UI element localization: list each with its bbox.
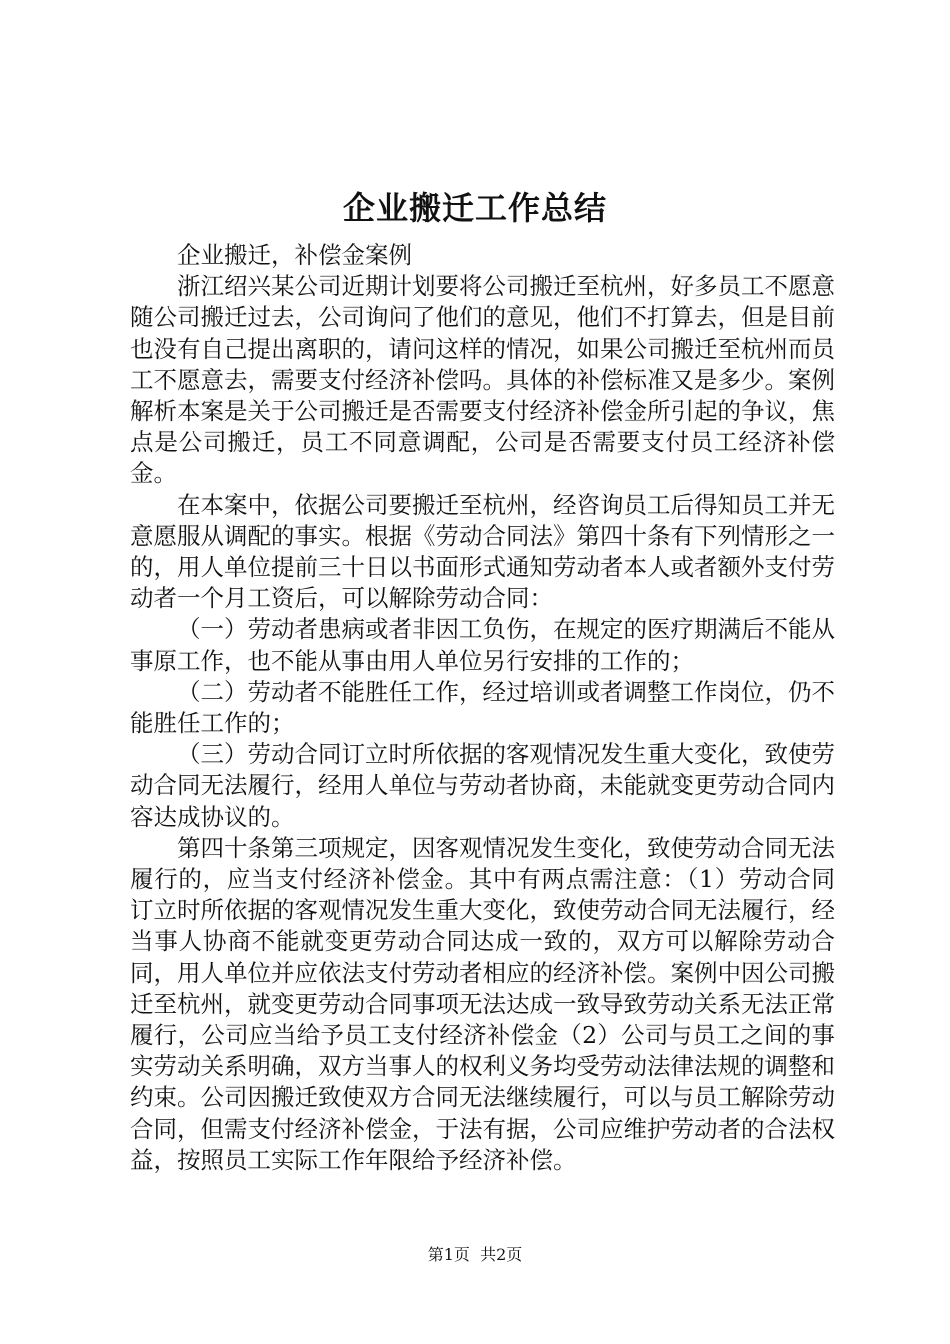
page-footer <box>0 1244 950 1266</box>
paragraph-heading: 企业搬迁，补偿金案例 <box>177 241 412 269</box>
document-title: 企业搬迁工作总结 <box>342 189 607 227</box>
paragraph-item-3: （三）劳动合同订立时所依据的客观情况发生重大变化，致使劳动合同无法履行，经用人单位与劳动者协商，未能就变更劳动合同内容达成协议的。 <box>130 740 835 831</box>
paragraph-item-2: （二）劳动者不能胜任工作，经过培训或者调整工作岗位，仍不能胜任工作的； <box>130 677 835 738</box>
page-number: 第1页 <box>427 1245 470 1264</box>
paragraph-item-1: （一）劳动者患病或者非因工负伤，在规定的医疗期满后不能从事原工作，也不能从事由用人单位另行安排的工作的； <box>130 615 835 675</box>
paragraph-case: 浙江绍兴某公司近期计划要将公司搬迁至杭州，好多员工不愿意随公司搬迁过去，公司询问了他们的意见，他们不打算去，但是目前也没有自己提出离职的，请问这样的情况，如果公司搬迁至杭州而员工不愿意去，需要支付经济补偿吗。具体的补偿标准又是多少。案例解析本案是关于公司搬迁是否需要支付经济补偿金所引起的争议，焦点是公司搬迁，员工不同意调配，公司是否需要支付员工经济补偿金。 <box>130 272 835 488</box>
document-body <box>130 240 835 1176</box>
page-total: 共2页 <box>480 1245 523 1264</box>
paragraph-conclusion: 第四十条第三项规定，因客观情况发生变化，致使劳动合同无法履行的，应当支付经济补偿金。其中有两点需注意：（1）劳动合同订立时所依据的客观情况发生重大变化，致使劳动合同无法履行，经当事人协商不能就变更劳动合同达成一致的，双方可以解除劳动合同，用人单位并应依法支付劳动者相应的经济补偿。案例中因公司搬迁至杭州，就变更劳动合同事项无法达成一致导致劳动关系无法正常履行，公司应当给予员工支付经济补偿金（2）公司与员工之间的事实劳动关系明确，双方当事人的权利义务均受劳动法律法规的调整和约束。公司因搬迁致使双方合同无法继续履行，可以与员工解除劳动合同，但需支付经济补偿金，于法有据，公司应维护劳动者的合法权益，按照员工实际工作年限给予经济补偿。 <box>130 833 835 1174</box>
paragraph-analysis: 在本案中，依据公司要搬迁至杭州，经咨询员工后得知员工并无意愿服从调配的事实。根据《劳动合同法》第四十条有下列情形之一的，用人单位提前三十日以书面形式通知劳动者本人或者额外支付劳动者一个月工资后，可以解除劳动合同： <box>130 490 835 613</box>
